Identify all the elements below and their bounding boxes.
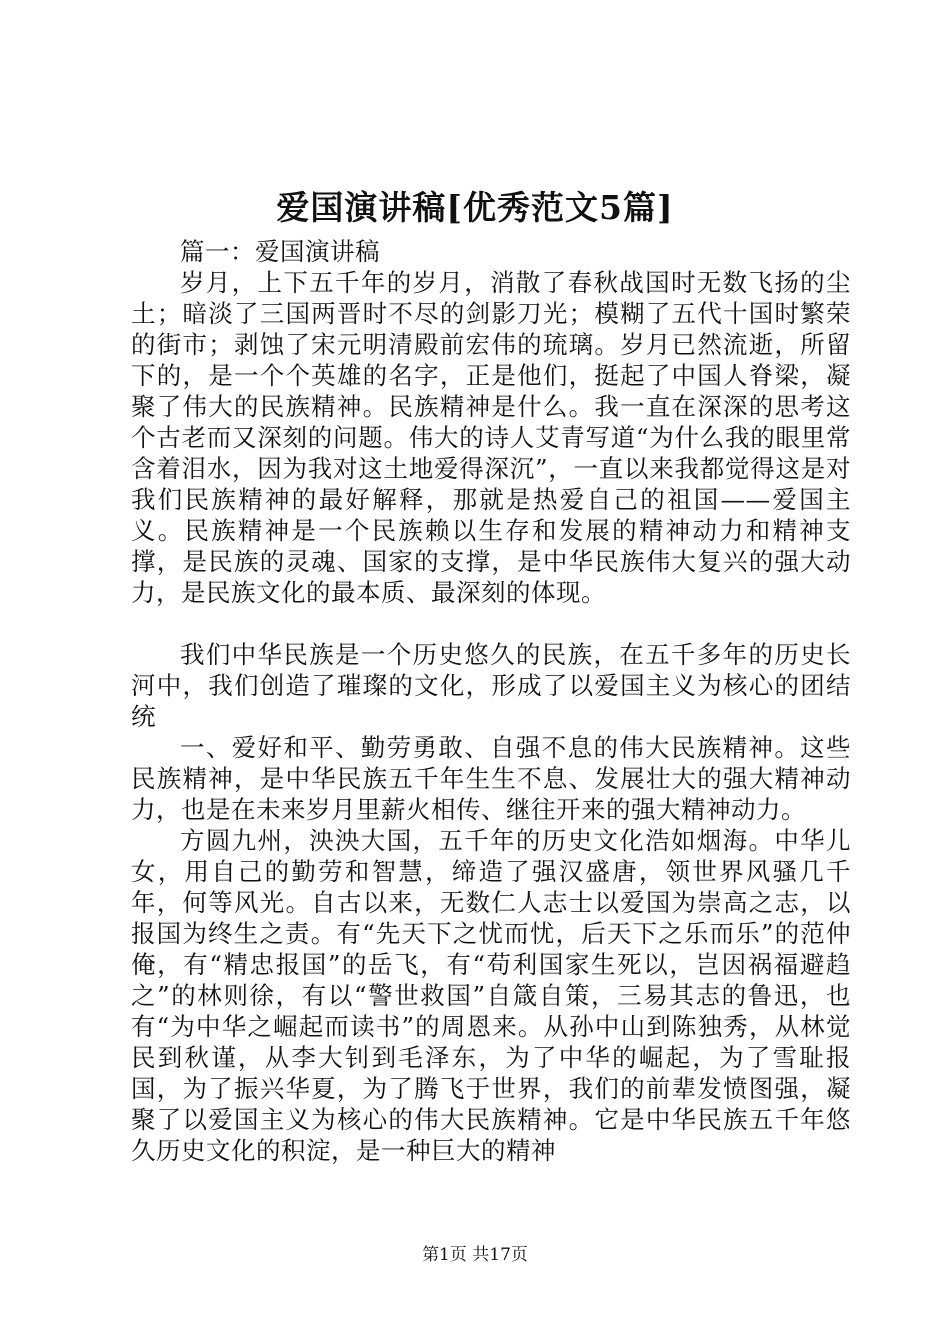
paragraph: 方圆九州，泱泱大国，五千年的历史文化浩如烟海。中华儿女，用自己的勤劳和智慧，缔造了强汉盛唐，领世界风骚几千年，何等风光。自古以来，无数仁人志士以爱国为崇高之志，以报国为终生之责。有“先天下之忧而忧，后天下之乐而乐”的范仲俺，有“精忠报国”的岳飞，有“苟利国家生死以，岂因祸福避趋之”的林则徐，有以“警世救国”自箴自策，三易其志的鲁迅，也有“为中华之崛起而读书”的周恩来。从孙中山到陈独秀，从林觉民到秋谨，从李大钊到毛泽东，为了中华的崛起，为了雪耻报国，为了振兴华夏，为了腾飞于世界，我们的前辈发愤图强，凝聚了以爱国主义为核心的伟大民族精神。它是中华民族五千年悠久历史文化的积淀，是一种巨大的精神 (131, 826, 851, 1165)
document-title: 爱国演讲稿[优秀范文5篇] (276, 188, 674, 227)
section-heading: 篇一：爱国演讲稿 (180, 237, 380, 266)
paragraph: 一、爱好和平、勤劳勇敢、自强不息的伟大民族精神。这些民族精神，是中华民族五千年生生不息、发展壮大的强大精神动力，也是在未来岁月里薪火相传、继往开来的强大精神动力。 (131, 733, 851, 824)
paragraph: 岁月，上下五千年的岁月，消散了春秋战国时无数飞扬的尘土；暗淡了三国两晋时不尽的剑影刀光；模糊了五代十国时繁荣的街市；剥蚀了宋元明清殿前宏伟的琉璃。岁月已然流逝，所留下的，是一个个英雄的名字，正是他们，挺起了中国人脊梁，凝聚了伟大的民族精神。民族精神是什么。我一直在深深的思考这个古老而又深刻的问题。伟大的诗人艾青写道“为什么我的眼里常含着泪水，因为我对这土地爱得深沉”，一直以来我都觉得这是对我们民族精神的最好解释，那就是热爱自己的祖国——爱国主义。民族精神是一个民族赖以生存和发展的精神动力和精神支撑，是民族的灵魂、国家的支撑，是中华民族伟大复兴的强大动力，是民族文化的最本质、最深刻的体现。 (131, 268, 851, 607)
paragraph: 我们中华民族是一个历史悠久的民族，在五千多年的历史长河中，我们创造了璀璨的文化，形成了以爱国主义为核心的团结统 (131, 640, 851, 731)
page-number-footer: 第1页 共17页 (422, 1245, 528, 1265)
document-body (131, 236, 851, 1166)
